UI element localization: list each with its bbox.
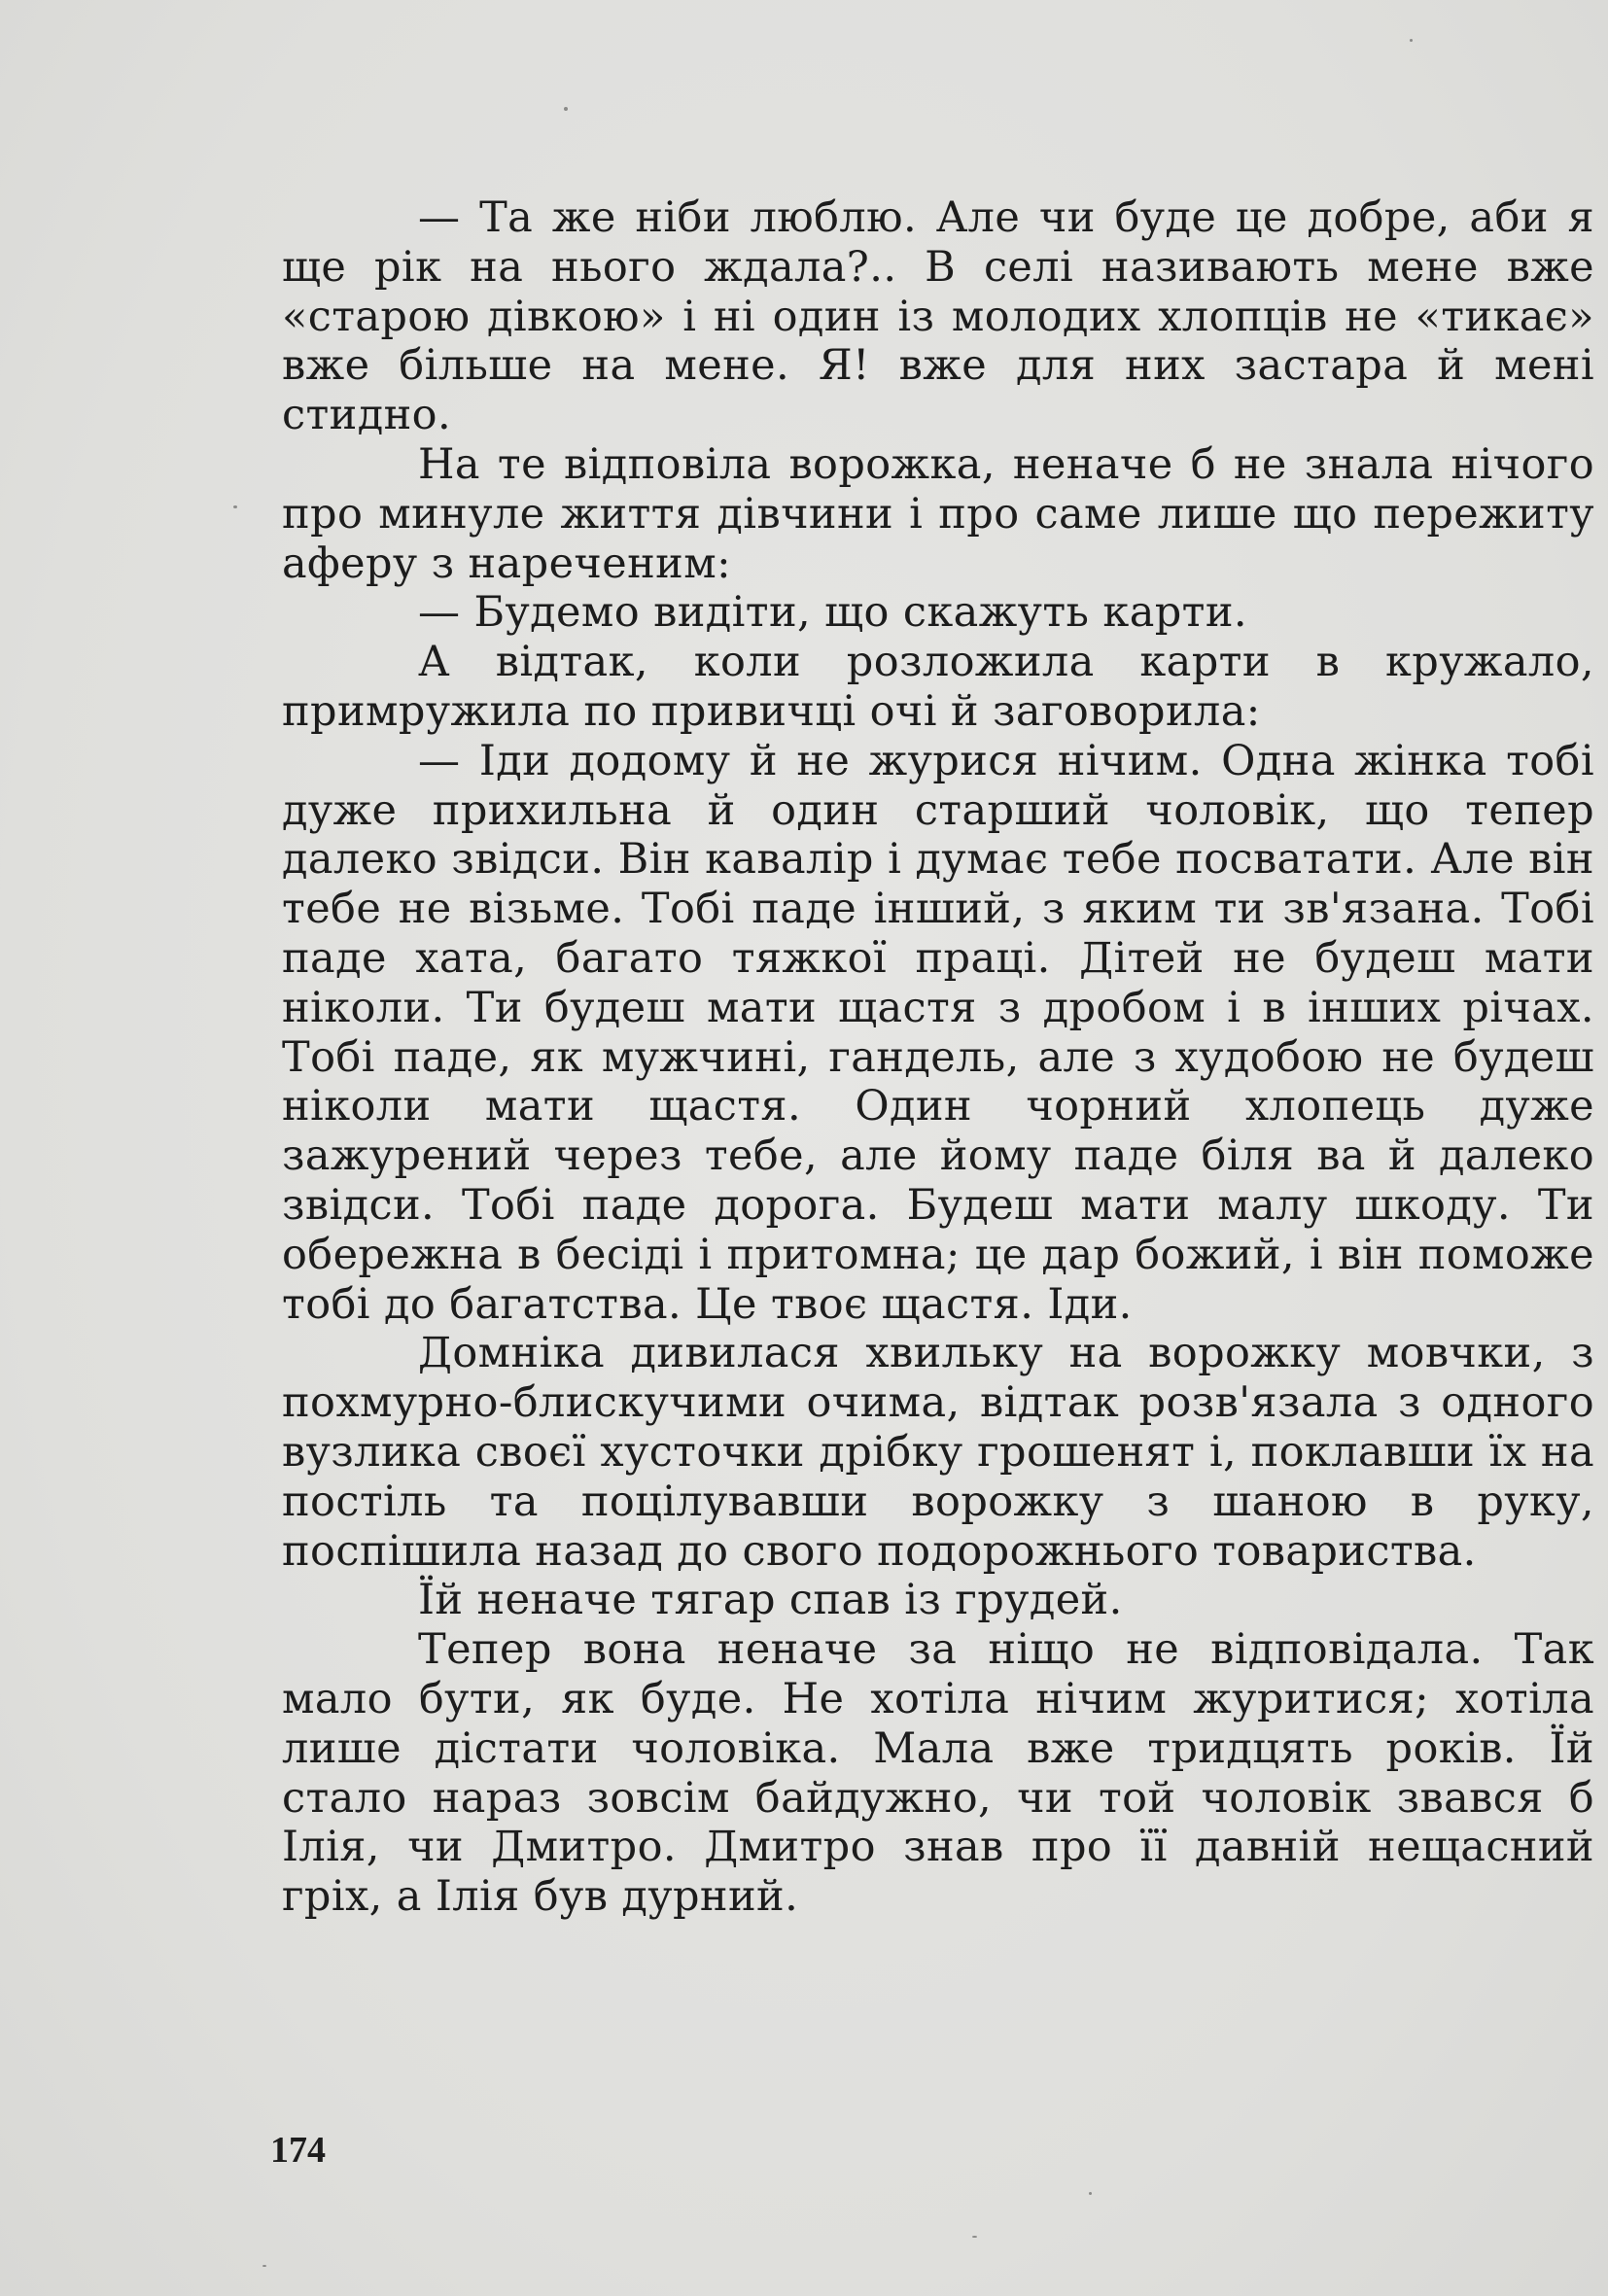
paragraph: — Та же ніби люблю. Але чи буде це добре, аби я ще рік на нього ждала?.. В селі називають мене вже «старою дівкою» і ні один із молодих хлопців не «тикає» вже більше на мене. Я! вже для них застара й мені стидно.	[282, 193, 1594, 440]
paragraph: Тепер вона неначе за ніщо не відповідала. Так мало бути, як буде. Не хотіла нічим журитися; хотіла лише дістати чоловіка. Мала вже тридцять років. Їй стало нараз зовсім байдужно, чи той чоловік звався б Ілія, чи Дмитро. Дмитро знав про її давній нещасний гріх, а Ілія був дурний.	[282, 1625, 1594, 1922]
paragraph: Домніка дивилася хвильку на ворожку мовчки, з похмурно-блискучими очима, відтак розв'язала з одного вузлика своєї хусточки дрібку грошенят і, поклавши їх на постіль та поцілувавши ворожку з шаною в руку, поспішила назад до свого подорожнього товариства.	[282, 1329, 1594, 1576]
page-text	[282, 193, 1594, 1922]
paragraph: На те відповіла ворожка, неначе б не знала нічого про минуле життя дівчини і про саме лише що пережиту аферу з нареченим:	[282, 439, 1594, 588]
page-number: 174	[270, 2130, 326, 2171]
paper-speck	[262, 2265, 266, 2267]
paper-speck	[1410, 39, 1413, 42]
paragraph: — Будемо видіти, що скажуть карти.	[418, 588, 1247, 638]
paragraph: — Іди додому й не журися нічим. Одна жінка тобі дуже прихильна й один старший чоловік, що тепер далеко звідси. Він кавалір і думає тебе посватати. Але він тебе не візьме. Тобі паде інший, з яким ти зв'язана. Тобі паде хата, багато тяжкої праці. Дітей не будеш мати ніколи. Ти будеш мати щастя з дробом і в інших річах. Тобі паде, як мужчині, гандель, але з худобою не будеш ніколи мати щастя. Один чорний хлопець дуже зажурений через тебе, але йому паде біля ва й далеко звідси. Тобі паде дорога. Будеш мати малу шкоду. Ти обережна в бесіді і притомна; це дар божий, і він поможе тобі до багатства. Це твоє щастя. Іди.	[282, 736, 1594, 1329]
paragraph: А відтак, коли розложила карти в кружало, примружила по привичці очі й заговорила:	[282, 638, 1594, 736]
paper-speck	[564, 107, 568, 111]
paper-speck	[233, 505, 237, 508]
paper-speck	[972, 2236, 977, 2238]
paragraph: Їй неначе тягар спав із грудей.	[418, 1576, 1123, 1625]
paper-speck	[1089, 2192, 1092, 2195]
